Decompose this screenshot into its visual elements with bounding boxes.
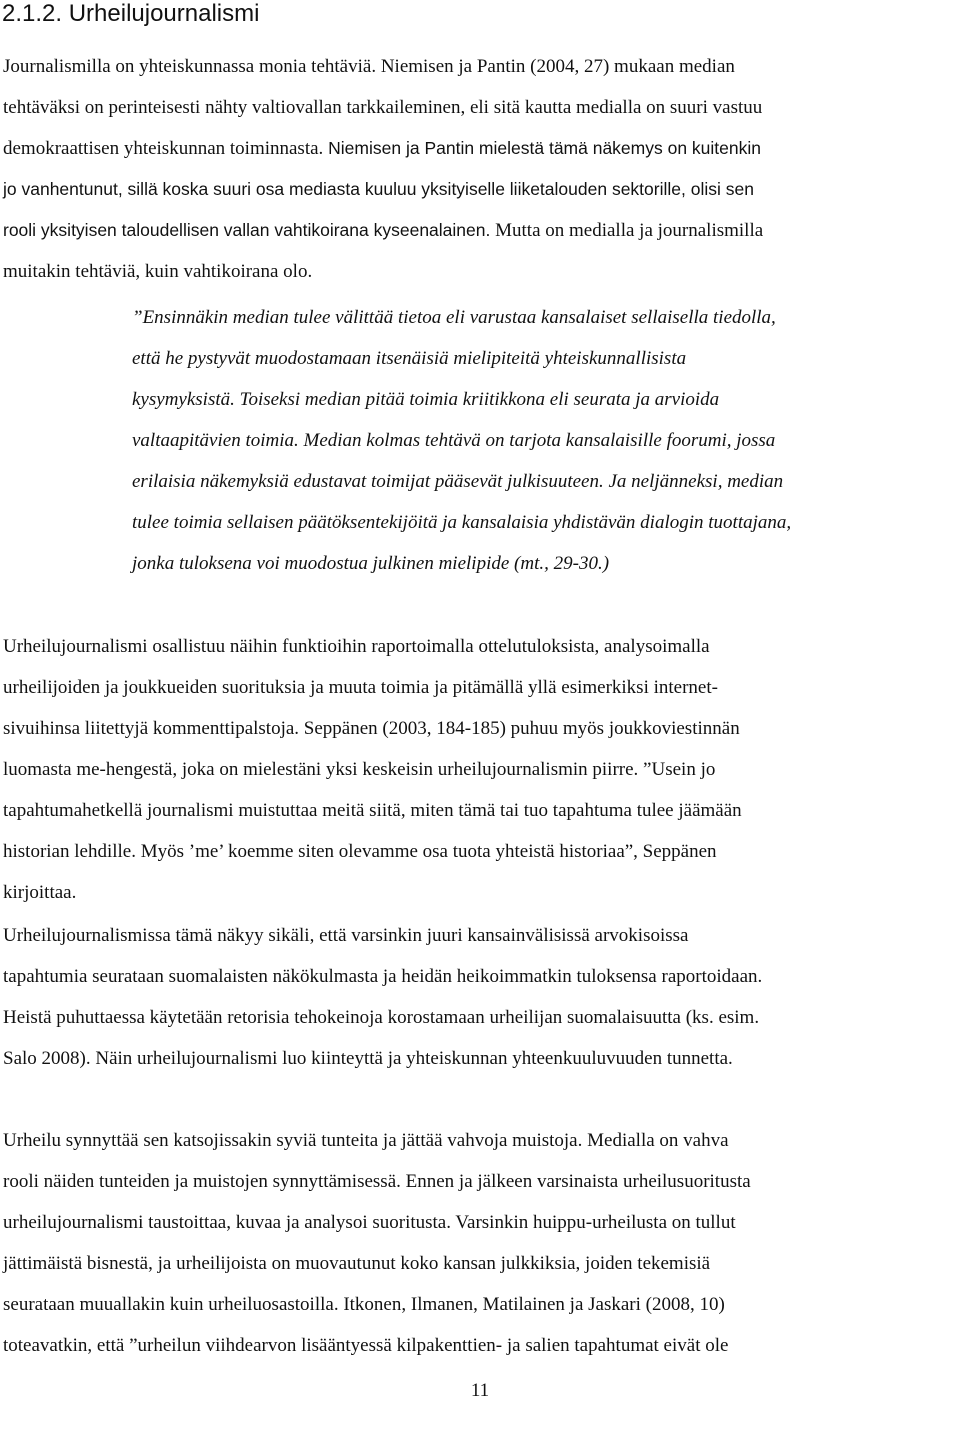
text-line: luomasta me-hengestä, joka on mielestäni yksi keskeisin urheilujournalismin piirre. ”Usein jo: [3, 759, 716, 780]
text-line: tehtäväksi on perinteisesti nähty valtiovallan tarkkaileminen, eli sitä kautta medialla on suuri vastuu: [3, 97, 763, 118]
text-line: tapahtumia seurataan suomalaisten näkökulmasta ja heidän heikoimmatkin tuloksensa raportoidaan.: [3, 966, 763, 987]
section-heading: 2.1.2. Urheilujournalismi: [2, 0, 260, 27]
text-line: Salo 2008). Näin urheilujournalismi luo kiinteyttä ja yhteiskunnan yhteenkuuluvuuden tunnetta.: [3, 1048, 733, 1069]
text-line: Urheilu synnyttää sen katsojissakin syviä tunteita ja jättää vahvoja muistoja. Medialla on vahva: [3, 1130, 729, 1151]
text-line: historian lehdille. Myös ’me’ koemme siten olevamme osa tuota yhteistä historiaa”, Seppänen: [3, 841, 717, 862]
quote-line: ”Ensinnäkin median tulee välittää tietoa eli varustaa kansalaiset sellaisella tiedolla,: [132, 307, 776, 328]
text-line: Urheilujournalismissa tämä näkyy sikäli, että varsinkin juuri kansainvälisissä arvokisoissa: [3, 925, 689, 946]
block-quote: [132, 297, 960, 584]
text-segment: Mutta on medialla ja journalismilla: [490, 220, 764, 241]
text-line: urheilijoiden ja joukkueiden suorituksia ja muuta toimia ja pitämällä yllä esimerkiksi internet-: [3, 677, 718, 698]
text-line: kirjoittaa.: [3, 882, 77, 903]
text-segment-sans: rooli yksityisen taloudellisen vallan vahtikoirana kyseenalainen.: [3, 220, 491, 240]
text-line: Urheilujournalismi osallistuu näihin funktioihin raportoimalla ottelutuloksista, analysoimalla: [3, 636, 710, 657]
text-segment-sans: Niemisen ja Pantin mielestä tämä näkemys on kuitenkin: [323, 138, 762, 158]
text-line: toteavatkin, että ”urheilun viihdearvon lisääntyessä kilpakenttien- ja salien tapahtumat eivät ole: [3, 1335, 729, 1356]
quote-line: tulee toimia sellaisen päätöksentekijöitä ja kansalaisia yhdistävän dialogin tuottajana,: [132, 512, 792, 533]
quote-line: kysymyksistä. Toiseksi median pitää toimia kriitikkona eli seurata ja arvioida: [132, 389, 720, 410]
text-line: seurataan muuallakin kuin urheiluosastoilla. Itkonen, Ilmanen, Matilainen ja Jaskari (2008, 10): [3, 1294, 725, 1315]
quote-line: erilaisia näkemyksiä edustavat toimijat pääsevät julkisuuteen. Ja neljänneksi, median: [132, 471, 784, 492]
quote-line: valtaapitävien toimia. Median kolmas tehtävä on tarjota kansalaisille foorumi, jossa: [132, 430, 776, 451]
text-line: Journalismilla on yhteiskunnassa monia tehtäviä. Niemisen ja Pantin (2004, 27) mukaan median: [3, 56, 735, 77]
text-line: jättimäistä bisnestä, ja urheilijoista on muovautunut koko kansan julkkiksia, joiden tekemisiä: [3, 1253, 711, 1274]
text-line: rooli näiden tunteiden ja muistojen synnyttämisessä. Ennen ja jälkeen varsinaista urheilusuoritusta: [3, 1171, 751, 1192]
text-line: Heistä puhuttaessa käytetään retorisia tehokeinoja korostamaan urheilijan suomalaisuutta (ks. esim.: [3, 1007, 760, 1028]
quote-line: jonka tuloksena voi muodostua julkinen mielipide (mt., 29-30.): [132, 553, 610, 574]
text-line: [3, 128, 960, 169]
text-line-sans: jo vanhentunut, sillä koska suuri osa mediasta kuuluu yksityiselle liiketalouden sektorille, olisi sen: [3, 179, 754, 199]
quote-line: että he pystyvät muodostamaan itsenäisiä mielipiteitä yhteiskunnallisista: [132, 348, 687, 369]
paragraph-sports-journalism: [3, 626, 960, 913]
text-line: sivuihinsa liitettyjä kommenttipalstoja. Seppänen (2003, 184-185) puhuu myös joukkoviestinnän: [3, 718, 740, 739]
text-line: muitakin tehtäviä, kuin vahtikoirana olo.: [3, 261, 313, 282]
page-number: 11: [470, 1380, 490, 1401]
paragraph-intro: [3, 46, 960, 292]
text-line: tapahtumahetkellä journalismi muistuttaa meitä siitä, miten tämä tai tuo tapahtuma tulee jäämään: [3, 800, 742, 821]
text-line: urheilujournalismi taustoittaa, kuvaa ja analysoi suoritusta. Varsinkin huippu-urheilusta on tullut: [3, 1212, 736, 1233]
text-segment: demokraattisen yhteiskunnan toiminnasta.: [3, 138, 324, 159]
text-line: [3, 210, 960, 251]
paragraph-national-perspective: [3, 915, 960, 1079]
paragraph-emotions: [3, 1120, 960, 1366]
